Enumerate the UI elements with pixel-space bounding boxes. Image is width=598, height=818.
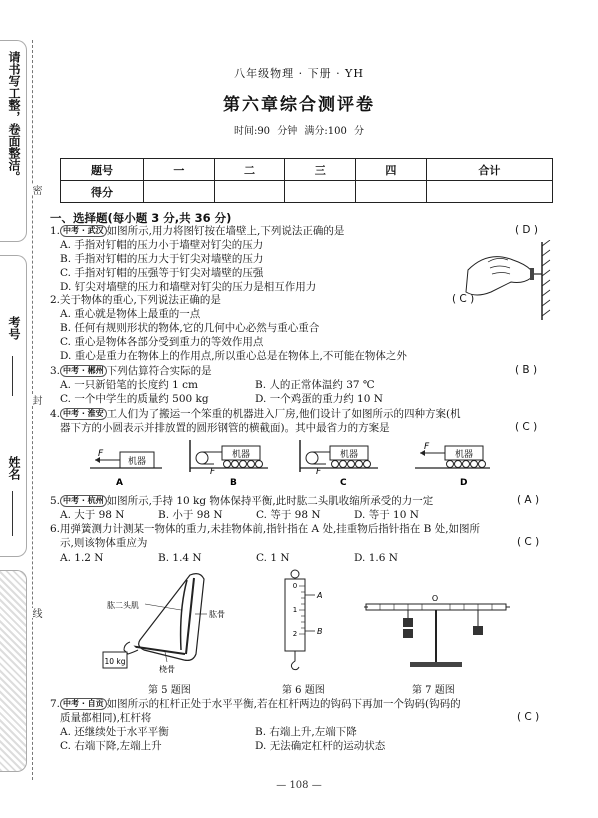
lever-figure bbox=[360, 592, 520, 678]
right-weight-1 bbox=[473, 626, 483, 635]
question-number: 3. bbox=[50, 365, 61, 377]
humerus-label: 肱骨 bbox=[209, 610, 225, 619]
q3-option-a: A. 一只新铅笔的长度约 1 cm bbox=[60, 379, 198, 391]
scheme-a-label: A bbox=[116, 478, 123, 488]
force-label: F bbox=[316, 467, 322, 477]
score-col-total: 合计 bbox=[426, 159, 552, 181]
notice-text: 请书写工整，卷面整洁。 bbox=[7, 51, 21, 183]
source-tag: 中考 · 杭州 bbox=[60, 495, 107, 507]
score-cell[interactable] bbox=[356, 181, 427, 203]
q1-option-a: A. 手指对钉帽的压力小于墙壁对钉尖的压力 bbox=[60, 239, 264, 251]
section-heading: 一、选择题(每小题 3 分,共 36 分) bbox=[50, 211, 232, 225]
lever-base bbox=[410, 662, 462, 667]
hand bbox=[466, 257, 531, 295]
exam-no-label: 考号 bbox=[7, 316, 21, 340]
score-cell[interactable] bbox=[144, 181, 215, 203]
score-col-3: 三 bbox=[285, 159, 356, 181]
scale-tick-1: 1 bbox=[292, 606, 298, 614]
answer-2: ( C ) bbox=[452, 293, 475, 305]
question-7 bbox=[50, 697, 461, 711]
q6-option-c: C. 1 N bbox=[256, 552, 290, 564]
q4-figures bbox=[90, 438, 560, 490]
q5-option-b: B. 小于 98 N bbox=[158, 509, 223, 521]
answer-3: ( B ) bbox=[515, 364, 538, 376]
q5-option-a: A. 大于 98 N bbox=[60, 509, 125, 521]
arm-figure bbox=[95, 570, 270, 675]
force-label: F bbox=[424, 442, 430, 452]
question-stem: 工人们为了搬运一个笨重的机器进入厂房,他们设计了如图所示的四种方案(机 bbox=[106, 408, 461, 420]
q1-option-d: D. 钉尖对墙壁的压力和墙壁对钉尖的压力是相互作用力 bbox=[60, 281, 317, 293]
spring-scale-figure bbox=[275, 568, 335, 678]
question-number: 1. bbox=[50, 225, 61, 237]
score-col-1: 一 bbox=[144, 159, 215, 181]
radius-label: 桡骨 bbox=[159, 665, 175, 674]
question-stem: 如图所示的杠杆正处于水平平衡,若在杠杆两边的钩码下再加一个钩码(钩码的 bbox=[106, 698, 461, 710]
name-line[interactable] bbox=[12, 491, 13, 536]
score-cell[interactable] bbox=[426, 181, 552, 203]
q3-option-c: C. 一个中学生的质量约 500 kg bbox=[60, 393, 209, 405]
cut-word-seal: 密 bbox=[30, 185, 41, 195]
pointer-a-label: A bbox=[317, 591, 323, 600]
q7-option-d: D. 无法确定杠杆的运动状态 bbox=[255, 740, 386, 752]
scale-tick-0: 0 bbox=[292, 582, 298, 590]
q2-option-b: B. 任何有规则形状的物体,它的几何中心必然与重心重合 bbox=[60, 322, 320, 334]
upper-arm bbox=[139, 574, 204, 661]
question-stem: 如图所示,手持 10 kg 物体保持平衡,此时肱二头肌收缩所承受的力一定 bbox=[106, 495, 434, 507]
question-3 bbox=[50, 364, 212, 378]
pointer-b-label: B bbox=[317, 627, 323, 636]
pivot-label: O bbox=[431, 594, 439, 603]
q6-option-d: D. 1.6 N bbox=[354, 552, 398, 564]
q3-option-b: B. 人的正常体温约 37 ℃ bbox=[255, 379, 375, 391]
question-stem: 如图所示,用力将图钉按在墙壁上,下列说法正确的是 bbox=[106, 225, 345, 237]
answer-1: ( D ) bbox=[515, 224, 538, 236]
series-header: 八年级物理 · 下册 · YH bbox=[234, 67, 364, 80]
force-label: F bbox=[98, 449, 104, 459]
answer-4: ( C ) bbox=[515, 421, 538, 433]
question-number: 5. bbox=[50, 495, 61, 507]
machine-label: 机器 bbox=[339, 450, 359, 460]
scheme-d bbox=[415, 442, 490, 488]
q5-option-d: D. 等于 10 N bbox=[354, 509, 419, 521]
force-label: F bbox=[210, 467, 216, 477]
q1-option-c: C. 手指对钉帽的压强等于钉尖对墙壁的压强 bbox=[60, 267, 264, 279]
q2-option-d: D. 重心是重力在物体上的作用点,所以重心总是在物体上,不可能在物体之外 bbox=[60, 350, 407, 362]
score-table-header: 题号 bbox=[61, 159, 144, 181]
biceps-label: 肱二头肌 bbox=[107, 601, 139, 610]
q5-option-c: C. 等于 98 N bbox=[256, 509, 321, 521]
exam-no-line[interactable] bbox=[12, 356, 13, 396]
scale-hook bbox=[291, 651, 299, 670]
scheme-c-label: C bbox=[340, 478, 347, 488]
q3-option-d: D. 一个鸡蛋的重力约 10 N bbox=[255, 393, 383, 405]
q6-option-a: A. 1.2 N bbox=[60, 552, 104, 564]
scheme-b-label: B bbox=[230, 478, 237, 488]
score-col-4: 四 bbox=[356, 159, 427, 181]
fig7-caption: 第 7 题图 bbox=[412, 685, 455, 696]
source-tag: 中考 · 郴州 bbox=[60, 365, 107, 377]
left-weight-1 bbox=[403, 618, 413, 627]
question-number: 7. bbox=[50, 698, 61, 710]
source-tag: 中考 · 淮安 bbox=[60, 408, 107, 420]
page-title: 第六章综合测评卷 bbox=[223, 95, 375, 115]
source-tag: 中考 · 武汉 bbox=[60, 225, 107, 237]
question-1 bbox=[50, 224, 344, 238]
answer-7: ( C ) bbox=[517, 711, 540, 723]
scale-tick-2: 2 bbox=[292, 630, 298, 638]
fig5-caption: 第 5 题图 bbox=[148, 685, 191, 696]
question-4 bbox=[50, 407, 461, 421]
page-number: — 108 — bbox=[276, 780, 322, 791]
q7-option-a: A. 还继续处于水平平衡 bbox=[60, 726, 169, 738]
score-row-label: 得分 bbox=[61, 181, 144, 203]
pushpin-figure bbox=[458, 240, 558, 322]
question-stem: 关于物体的重心,下列说法正确的是 bbox=[60, 294, 221, 306]
scheme-c bbox=[300, 440, 378, 488]
q7-option-b: B. 右端上升,左端下降 bbox=[255, 726, 357, 738]
weight-label: 10 kg bbox=[104, 657, 126, 666]
scheme-b bbox=[190, 440, 268, 488]
question-6 bbox=[50, 522, 480, 536]
pattern-box bbox=[0, 570, 27, 772]
question-number: 6. bbox=[50, 523, 61, 535]
answer-5: ( A ) bbox=[517, 494, 540, 506]
pin-head bbox=[530, 268, 534, 280]
q6-option-b: B. 1.4 N bbox=[158, 552, 202, 564]
name-label: 姓名 bbox=[7, 456, 21, 480]
q1-option-b: B. 手指对钉帽的压力大于钉尖对墙壁的压力 bbox=[60, 253, 264, 265]
q7-option-c: C. 右端下降,左端上升 bbox=[60, 740, 162, 752]
wall bbox=[542, 240, 550, 320]
score-cell[interactable] bbox=[285, 181, 356, 203]
cut-word-close: 封 bbox=[30, 395, 41, 405]
question-6-line2: 示,则该物体重应为 bbox=[60, 537, 148, 549]
question-number: 2. bbox=[50, 294, 61, 306]
score-cell[interactable] bbox=[214, 181, 285, 203]
question-7-line2: 质量都相同),杠杆将 bbox=[60, 712, 152, 724]
machine-label: 机器 bbox=[231, 450, 251, 460]
question-stem: 用弹簧测力计测某一物体的重力,未挂物体前,指针指在 A 处,挂重物后指针指在 B 处,如图所 bbox=[60, 523, 481, 535]
source-tag: 中考 · 自贡 bbox=[60, 698, 107, 710]
scheme-d-label: D bbox=[460, 478, 468, 488]
cut-line bbox=[32, 40, 33, 780]
scale-ring bbox=[291, 570, 299, 578]
left-weight-2 bbox=[403, 629, 413, 638]
score-table bbox=[60, 158, 553, 203]
question-number: 4. bbox=[50, 408, 61, 420]
answer-6: ( C ) bbox=[517, 536, 540, 548]
cut-word-line: 线 bbox=[30, 608, 41, 618]
question-stem: 下列估算符合实际的是 bbox=[106, 365, 212, 377]
question-4-line2: 器下方的小圆表示并排放置的圆形钢管的横截面)。其中最省力的方案是 bbox=[60, 422, 390, 434]
question-2 bbox=[50, 293, 221, 307]
q2-option-c: C. 重心是物体各部分受到重力的等效作用点 bbox=[60, 336, 264, 348]
score-col-2: 二 bbox=[214, 159, 285, 181]
machine-label: 机器 bbox=[454, 450, 474, 460]
lever-bar bbox=[366, 604, 506, 610]
exam-meta: 时间:90 分钟 满分:100 分 bbox=[233, 126, 365, 137]
question-5 bbox=[50, 494, 433, 508]
student-info-box bbox=[0, 255, 27, 557]
q2-option-a: A. 重心就是物体上最重的一点 bbox=[60, 308, 201, 320]
machine-label: 机器 bbox=[127, 457, 147, 467]
scheme-a bbox=[90, 449, 162, 488]
fig6-caption: 第 6 题图 bbox=[282, 685, 325, 696]
